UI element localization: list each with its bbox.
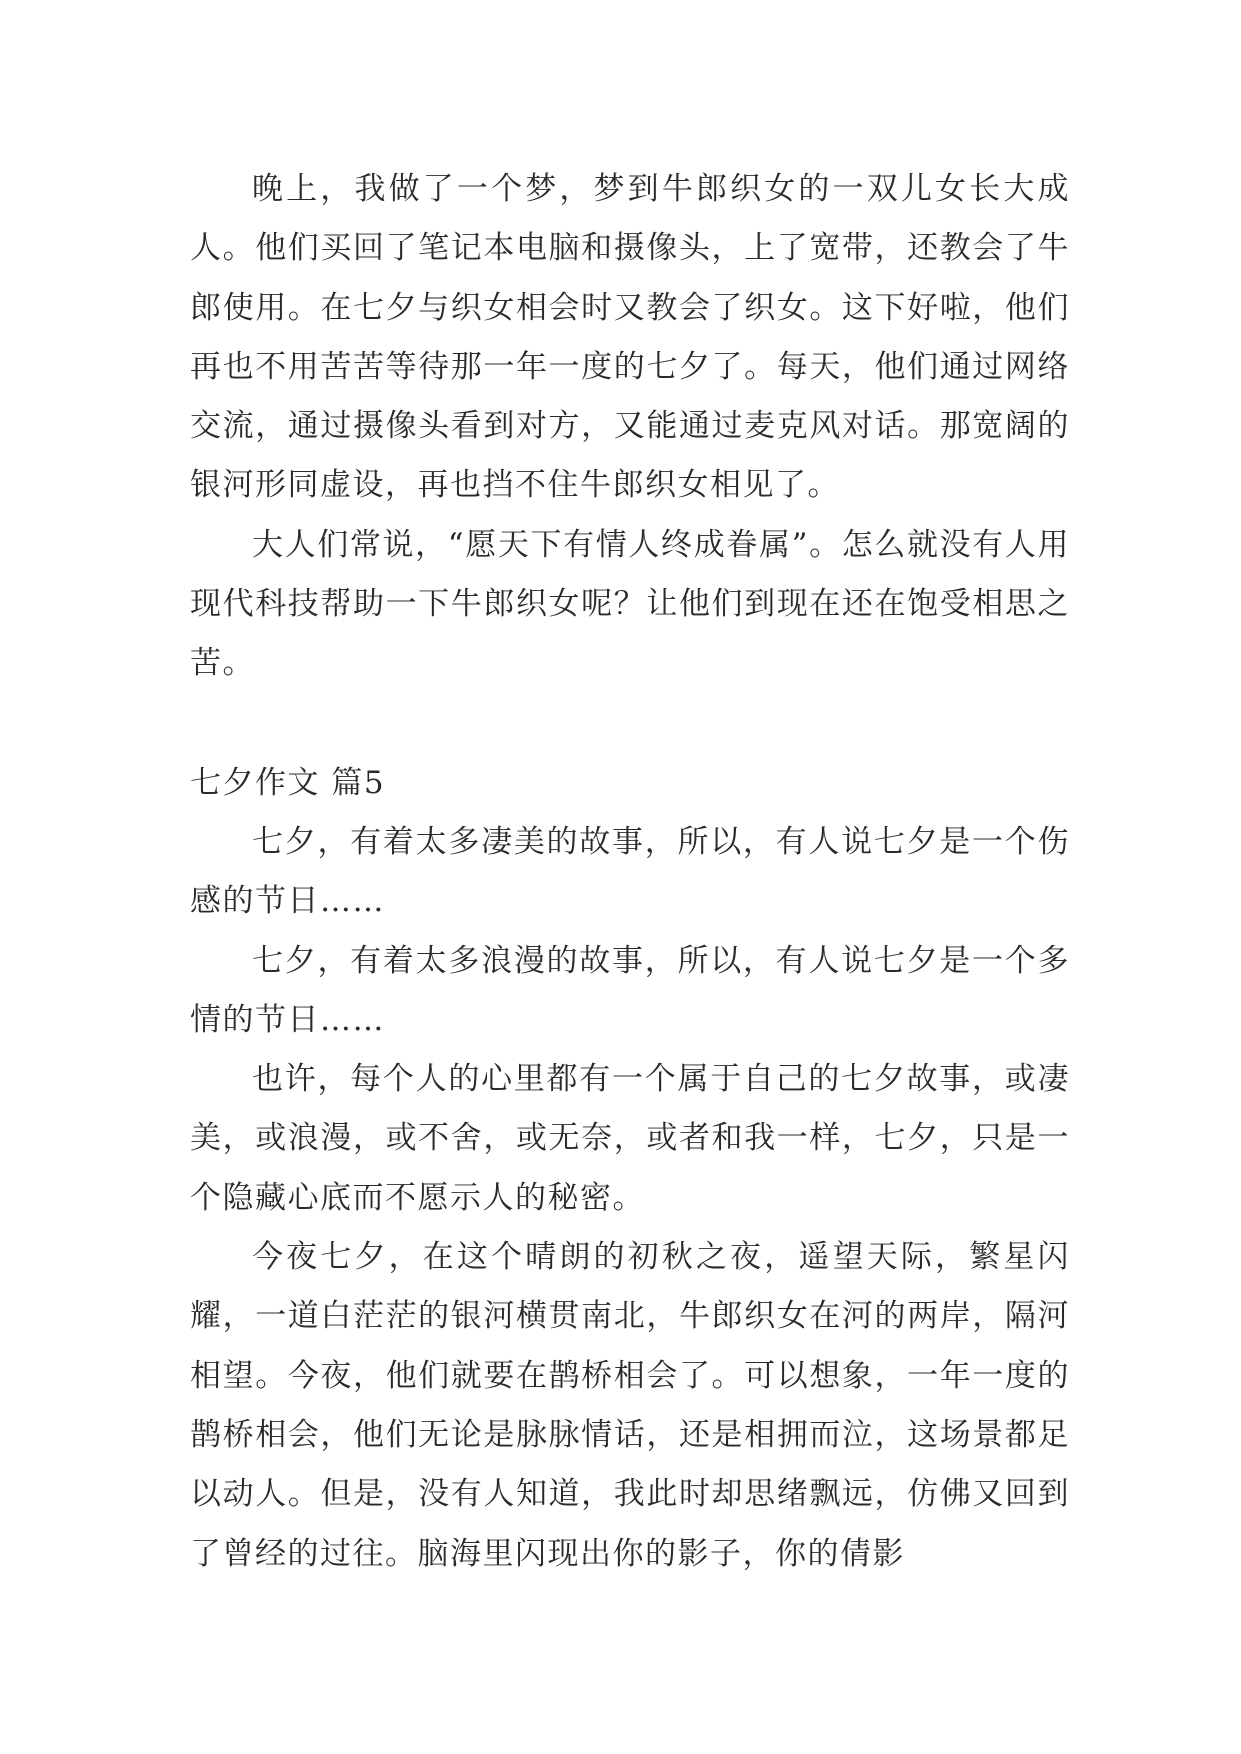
section-heading: 七夕作文 篇5 (190, 764, 386, 801)
document-body (190, 160, 1070, 1584)
paragraph-6: 今夜七夕，在这个晴朗的初秋之夜，遥望天际，繁星闪耀，一道白茫茫的银河横贯南北，牛郎织女在河的两岸，隔河相望。今夜，他们就要在鹊桥相会了。可以想象，一年一度的鹊桥相会，他们无论是脉脉情话，还是相拥而泣，这场景都足以动人。但是，没有人知道，我此时却思绪飘远，仿佛又回到了曾经的过往。脑海里闪现出你的影子，你的倩影 (190, 1239, 1070, 1572)
paragraph-5: 也许，每个人的心里都有一个属于自己的七夕故事，或凄美，或浪漫，或不舍，或无奈，或者和我一样，七夕，只是一个隐藏心底而不愿示人的秘密。 (190, 1061, 1070, 1216)
paragraph-2: 大人们常说，“愿天下有情人终成眷属”。怎么就没有人用现代科技帮助一下牛郎织女呢？让他们到现在还在饱受相思之苦。 (190, 526, 1070, 682)
paragraph-1: 晚上，我做了一个梦，梦到牛郎织女的一双儿女长大成人。他们买回了笔记本电脑和摄像头，上了宽带，还教会了牛郎使用。在七夕与织女相会时又教会了织女。这下好啦，他们再也不用苦苦等待那一年一度的七夕了。每天，他们通过网络交流，通过摄像头看到对方，又能通过麦克风对话。那宽阔的银河形同虚设，再也挡不住牛郎织女相见了。 (190, 171, 1070, 504)
paragraph-4: 七夕，有着太多浪漫的故事，所以，有人说七夕是一个多情的节日…… (190, 942, 1070, 1038)
paragraph-3: 七夕，有着太多凄美的故事，所以，有人说七夕是一个伤感的节日…… (190, 823, 1070, 920)
